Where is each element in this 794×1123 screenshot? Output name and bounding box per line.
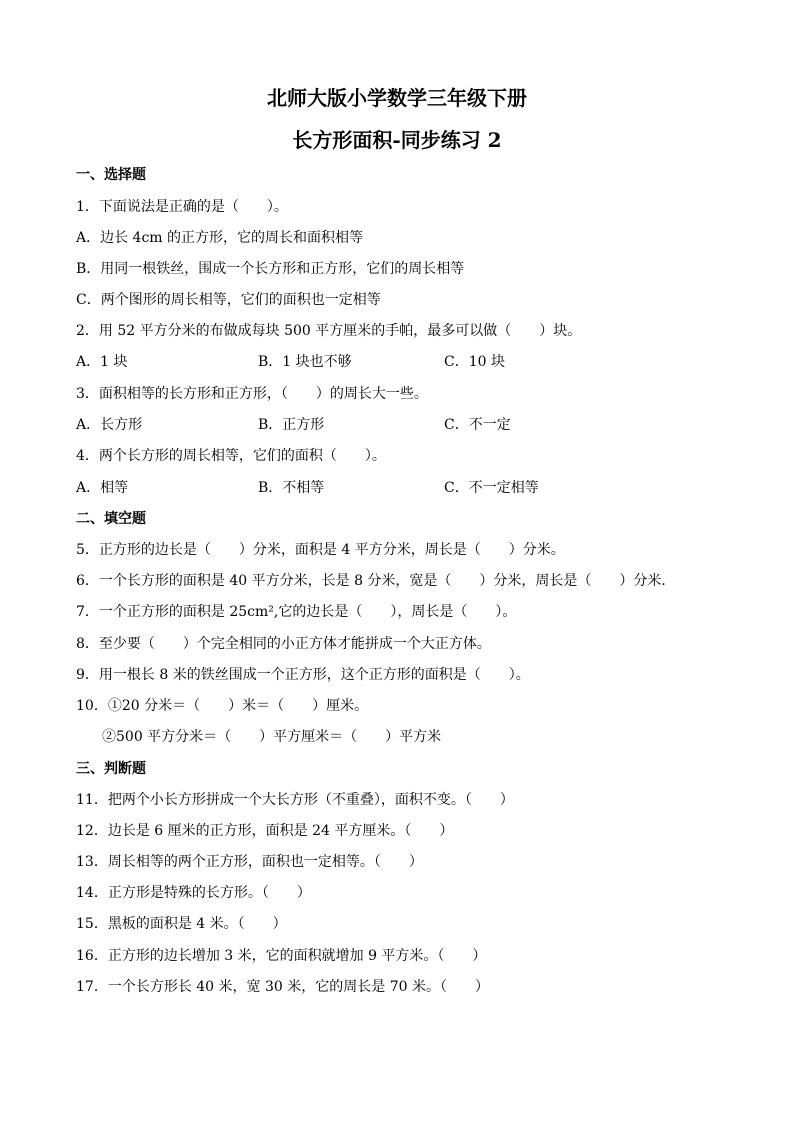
question-1-option-a: A．边长 4cm 的正方形，它的周长和面积相等 (76, 230, 364, 246)
question-4-option-c: C．不一定相等 (444, 480, 539, 496)
question-9: 9．用一根长 8 米的铁丝围成一个正方形，这个正方形的面积是（ ）。 (76, 667, 530, 683)
question-5: 5．正方形的边长是（ ）分米，面积是 4 平方分米，周长是（ ）分米。 (76, 542, 565, 558)
question-3-stem: 3．面积相等的长方形和正方形，（ ）的周长大一些。 (76, 386, 428, 402)
question-6: 6．一个长方形的面积是 40 平方分米，长是 8 分米，宽是（ ）分米，周长是（ ）分米． (76, 573, 676, 589)
question-11: 11．把两个小长方形拼成一个大长方形（不重叠），面积不变。（ ） (76, 792, 514, 808)
question-3-option-a: A．长方形 (76, 417, 143, 433)
question-10-part-2: ②500 平方分米＝（ ）平方厘米＝（ ）平方米 (102, 729, 442, 745)
question-4-option-a: A．相等 (76, 480, 129, 496)
section-heading-judge: 三、判断题 (76, 761, 146, 777)
section-heading-fill: 二、填空题 (76, 511, 146, 527)
question-2-stem: 2．用 52 平方分米的布做成每块 500 平方厘米的手帕，最多可以做（ ）块。 (76, 323, 582, 339)
question-15: 15．黑板的面积是 4 米。（ ） (76, 916, 287, 932)
question-10-part-1: 10．①20 分米＝（ ）米＝（ ）厘米。 (76, 698, 369, 714)
section-heading-choice: 一、选择题 (76, 167, 146, 183)
question-1-stem: 1．下面说法是正确的是（ ）。 (76, 199, 288, 215)
question-2-option-c: C．10 块 (444, 354, 505, 370)
document-title: 北师大版小学数学三年级下册 (267, 86, 527, 110)
question-4-option-b: B．不相等 (258, 480, 325, 496)
question-17: 17．一个长方形长 40 米，宽 30 米，它的周长是 70 米。（ ） (76, 979, 489, 995)
question-16: 16．正方形的边长增加 3 米，它的面积就增加 9 平方米。（ ） (76, 948, 487, 964)
document-subtitle: 长方形面积-同步练习 2 (292, 128, 502, 152)
question-7: 7．一个正方形的面积是 25cm²,它的边长是（ ），周长是（ ）。 (76, 604, 517, 620)
question-3-option-b: B．正方形 (258, 417, 325, 433)
question-14: 14．正方形是特殊的长方形。（ ） (76, 885, 311, 901)
question-3-option-c: C．不一定 (444, 417, 511, 433)
question-1-option-b: B．用同一根铁丝，围成一个长方形和正方形，它们的周长相等 (76, 261, 465, 277)
question-13: 13．周长相等的两个正方形，面积也一定相等。（ ） (76, 854, 423, 870)
question-2-option-b: B．1 块也不够 (258, 354, 352, 370)
question-1-option-c: C．两个图形的周长相等，它们的面积也一定相等 (76, 292, 381, 308)
question-12: 12．边长是 6 厘米的正方形，面积是 24 平方厘米。（ ） (76, 823, 454, 839)
question-4-stem: 4．两个长方形的周长相等，它们的面积（ ）。 (76, 448, 386, 464)
question-8: 8．至少要（ ）个完全相同的小正方体才能拼成一个大正方体。 (76, 636, 491, 652)
question-2-option-a: A．1 块 (76, 354, 128, 370)
